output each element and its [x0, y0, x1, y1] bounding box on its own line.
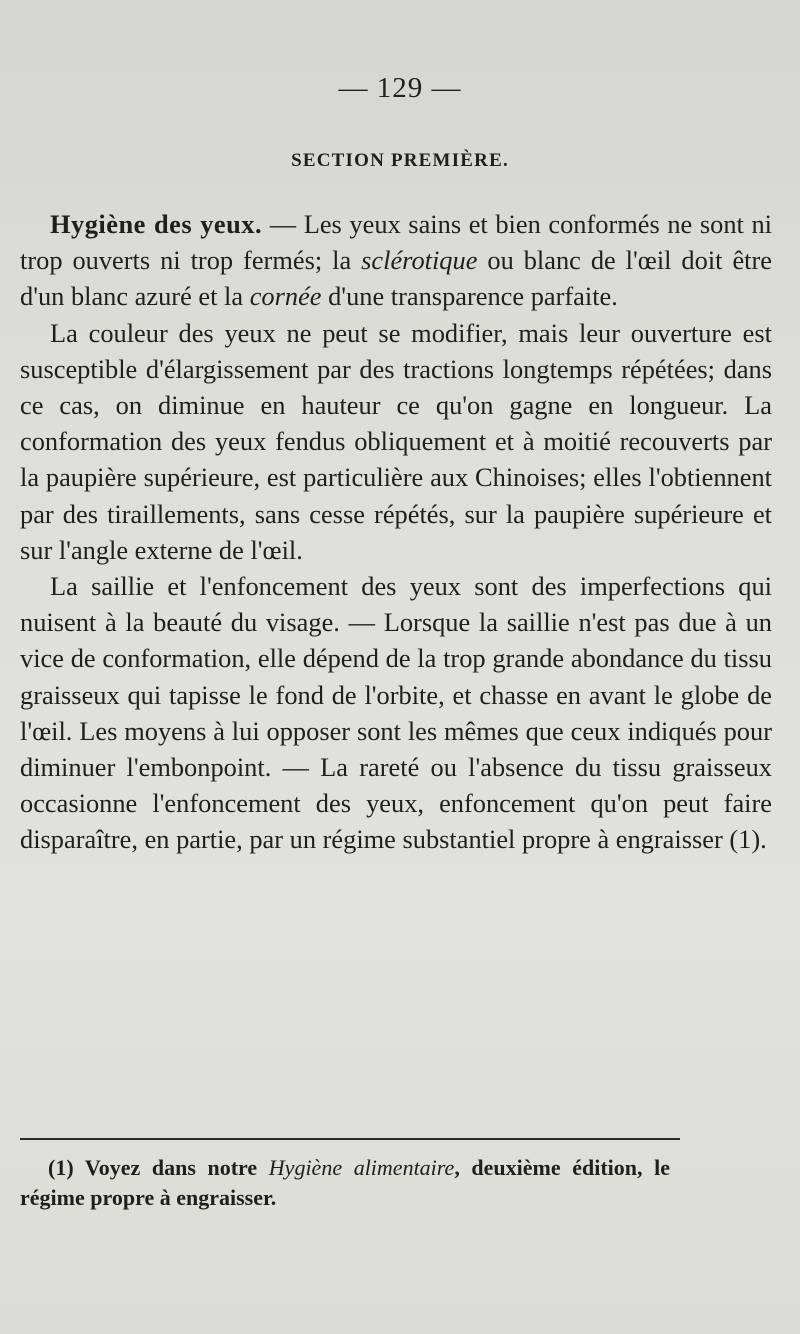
- footnote-book-title: Hygiène alimentaire: [268, 1155, 455, 1180]
- emphasis-term: cornée: [249, 281, 322, 312]
- paragraph-heading: Hygiène des yeux.: [50, 209, 263, 239]
- footnote: [20, 1153, 670, 1213]
- page-number: — 129 —: [338, 72, 462, 104]
- emphasis-term: sclérotique: [361, 245, 478, 276]
- paragraph-text: Les yeux sains et bien conformés ne sont ni trop ouverts ni trop fermés; la: [20, 209, 772, 276]
- footnote-text: (1) Voyez dans notre: [48, 1155, 269, 1180]
- paragraph-text: ou blanc de l'œil doit être d'un blanc azuré et la: [20, 245, 772, 312]
- body-text: [20, 206, 772, 858]
- paragraph-1: [20, 206, 772, 315]
- paragraph-text: d'une transparence parfaite.: [321, 281, 618, 312]
- footnote-text: , deuxième édition, le régime propre à engraisser.: [20, 1155, 670, 1210]
- footnote-divider: [20, 1138, 680, 1140]
- heading-separator: —: [262, 209, 304, 239]
- paragraph-2: La couleur des yeux ne peut se modifier, mais leur ouverture est susceptible d'élargissement par des tractions longtemps répétées; dans ce cas, on diminue en hauteur ce qu'on gagne en longueur. La conformation des yeux fendus obliquement et à moitié recouverts par la paupière supérieure, est particulière aux Chinoises; elles l'obtiennent par des tiraillements, sans cesse répétés, sur la paupière supérieure et sur l'angle externe de l'œil.: [20, 317, 772, 565]
- paragraph-3: La saillie et l'enfoncement des yeux sont des imperfections qui nuisent à la beauté du visage. — Lorsque la saillie n'est pas due à un vice de conformation, elle dépend de la trop grande abondance du tissu graisseux qui tapisse le fond de l'orbite, et chasse en avant le globe de l'œil. Les moyens à lui opposer sont les mêmes que ceux indiqués pour diminuer l'embonpoint. — La rareté ou l'absence du tissu graisseux occasionne l'enfoncement des yeux, enfoncement qu'on peut faire disparaître, en partie, par un régime substantiel propre à engraisser (1).: [20, 571, 772, 855]
- section-title: SECTION PREMIÈRE.: [291, 150, 509, 171]
